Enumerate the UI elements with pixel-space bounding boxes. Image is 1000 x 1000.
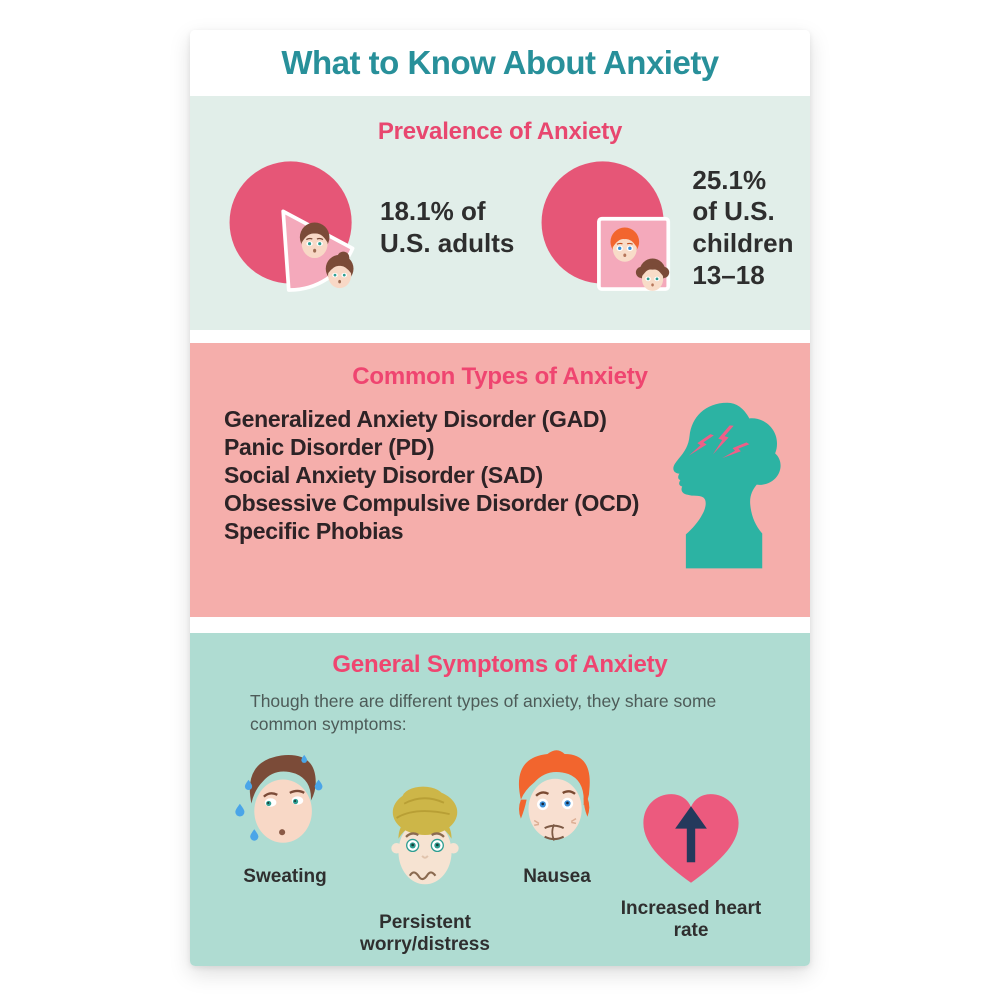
infographic-card [190, 30, 810, 966]
children-stat [692, 165, 793, 292]
symptoms-header: General Symptoms of Anxiety [332, 651, 668, 678]
adults-stat-line: U.S. adults [380, 228, 515, 258]
section-types [190, 343, 810, 617]
sweating-face-icon [225, 742, 345, 862]
adults-pie-group [224, 154, 514, 302]
symptoms-row [190, 736, 810, 956]
list-item: Obsessive Compulsive Disorder (OCD) [224, 490, 640, 516]
symptom-worry [352, 780, 498, 956]
anxiety-types-list [224, 405, 639, 574]
list-item: Specific Phobias [224, 518, 404, 544]
symptom-label: Increased heart rate [620, 898, 762, 942]
list-item: Generalized Anxiety Disorder (GAD) [224, 406, 607, 432]
prevalence-header: Prevalence of Anxiety [377, 118, 623, 145]
symptom-label: Sweating [243, 866, 327, 888]
symptom-nausea [498, 742, 616, 888]
head-silhouette-wrap [650, 393, 788, 574]
children-pie-chart [536, 154, 684, 302]
title-bar [190, 30, 810, 96]
children-stat-line: 25.1% [692, 164, 767, 195]
section-symptoms [190, 633, 810, 966]
anxious-head-icon [650, 393, 788, 569]
pie-charts-row [190, 154, 810, 302]
children-stat-line: 13–18 [692, 259, 765, 290]
adults-pie-chart [224, 154, 372, 302]
symptom-sweating [218, 742, 352, 888]
adults-stat [380, 196, 514, 259]
list-item: Social Anxiety Disorder (SAD) [224, 462, 543, 488]
symptom-label: Nausea [523, 866, 591, 888]
adults-stat-line: 18.1% of [380, 196, 486, 227]
symptom-heart-rate [616, 782, 766, 942]
page-title: What to Know About Anxiety [281, 44, 719, 81]
list-item: Panic Disorder (PD) [224, 434, 435, 460]
types-body [190, 391, 810, 574]
children-stat-line: of U.S. [692, 196, 775, 227]
types-header: Common Types of Anxiety [352, 363, 648, 390]
symptoms-intro: Though there are different types of anxiety, they share some common symptoms: [250, 691, 717, 735]
nausea-face-icon [500, 742, 614, 862]
children-pie-group [536, 154, 793, 302]
worry-face-icon [366, 780, 484, 908]
section-prevalence [190, 96, 810, 330]
heart-arrow-icon [630, 782, 752, 894]
children-stat-line: children [692, 228, 794, 258]
symptom-label: Persistent worry/distress [360, 912, 490, 956]
